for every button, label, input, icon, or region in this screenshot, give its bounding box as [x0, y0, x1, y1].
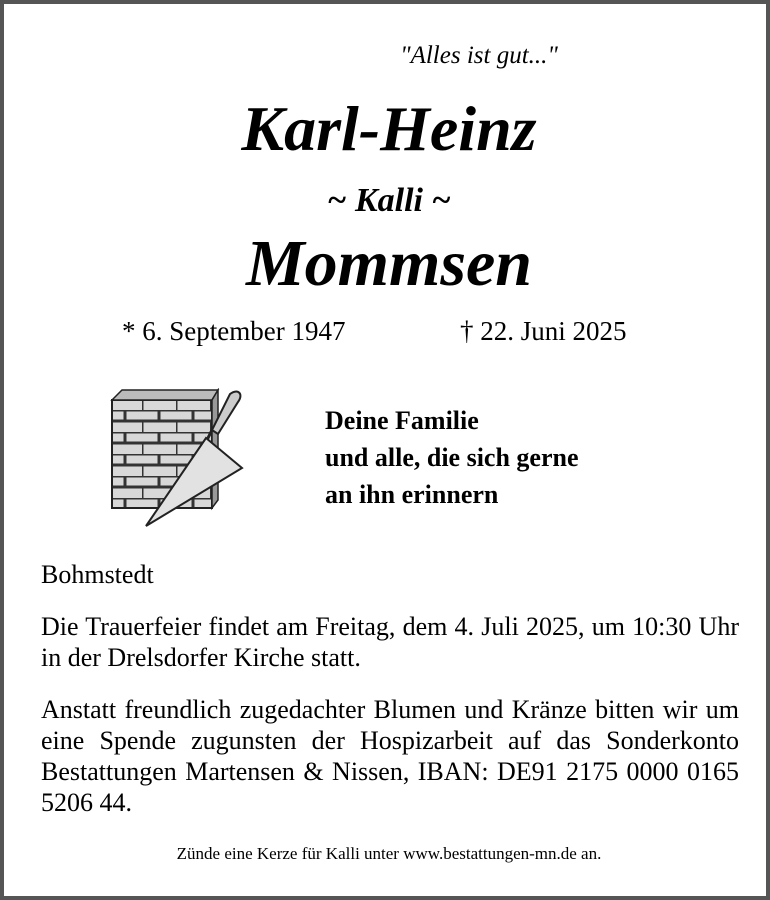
funeral-info: Die Trauerfeier findet am Freitag, dem 4. Juli 2025, um 10:30 Uhr in der Drelsdorfer Kirche statt.: [41, 612, 739, 672]
footer-candle-note: Zünde eine Kerze für Kalli unter www.bestattungen-mn.de an.: [176, 844, 602, 863]
quote: "Alles ist gut...": [400, 42, 558, 69]
place: Bohmstedt: [41, 560, 154, 589]
first-name: Karl-Heinz: [241, 93, 537, 164]
last-name: Mommsen: [245, 227, 533, 300]
donation-info: Anstatt freundlich zugedachter Blumen und Kränze bitten wir um eine Spende zugunsten der Hospizarbeit auf das Sonderkonto Bestattungen Martensen & Nissen, IBAN: DE91 2175 0000 0165 5206 44.: [41, 695, 739, 817]
nickname: ~ Kalli ~: [327, 182, 451, 219]
family-line: Deine Familie: [325, 406, 479, 435]
birth-date: * 6. September 1947: [122, 316, 346, 346]
family-line: an ihn erinnern: [325, 480, 499, 509]
family-signature: [325, 402, 579, 513]
family-line: und alle, die sich gerne: [325, 443, 579, 472]
death-date: † 22. Juni 2025: [460, 316, 627, 346]
brick-wall-trowel-icon: [108, 388, 248, 528]
